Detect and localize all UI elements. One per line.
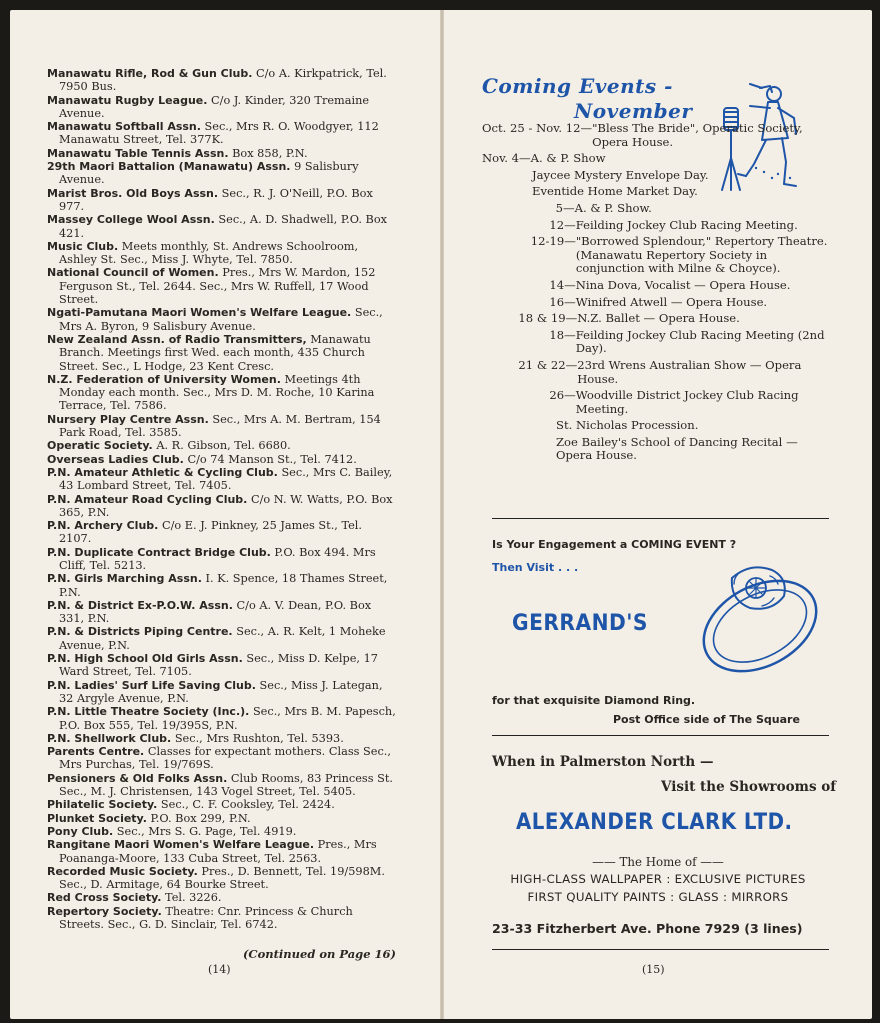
coming-events-title: Coming Events - [482,74,673,98]
directory-entry [47,599,397,626]
event-item [482,312,828,326]
directory-entry [47,652,397,679]
entry-details: Pres., Mrs W. Mardon, 152 Ferguson St., Tel. 2644. Sec., Mrs W. Ruffell, 17 Wood Street. [59,266,376,307]
directory-entry [47,67,397,94]
ring-location: Post Office side of The Square [613,713,800,726]
then-visit-text: Then Visit . . . [492,561,579,574]
directory-entry [47,147,397,160]
page-number-right: (15) [642,963,665,976]
event-date: 18 & 19— [518,311,578,326]
entry-details: Sec., Mrs A. M. Bertram, 154 Park Road, Tel. 3585. [59,412,381,440]
entry-name: Ngati-Pamutana Maori Women's Welfare League. [47,306,352,320]
event-item [482,296,828,310]
entry-name: New Zealand Assn. of Radio Transmitters, [47,332,307,346]
entry-details: 9 Salisbury Avenue. [59,160,359,187]
event-date: 14— [549,277,576,292]
entry-name: Nursery Play Centre Assn. [47,412,209,426]
entry-name: P.N. High School Old Girls Assn. [47,652,243,666]
event-item [482,152,828,166]
directory-entry [47,453,397,466]
directory-entry [47,732,397,745]
entry-details: C/o A. V. Dean, P.O. Box 331, P.N. [59,598,372,626]
entry-details: P.O. Box 494. Mrs Cliff, Tel. 5213. [59,545,376,572]
entry-name: Pony Club. [47,824,114,838]
event-text: Zoe Bailey's School of Dancing Recital — Opera House. [556,434,798,463]
directory-entry [47,413,397,440]
event-text: Feilding Jockey Club Racing Meeting. [575,217,798,232]
directory-entry [47,240,397,267]
entry-name: P.N. & Districts Piping Centre. [47,625,233,639]
event-date: 5— [555,200,575,215]
entry-name: Pensioners & Old Folks Assn. [47,771,228,785]
events-list [482,122,828,466]
clark-home-of: —— The Home of —— [592,855,724,869]
directory-entry [47,679,397,706]
entry-name: N.Z. Federation of University Women. [47,372,281,386]
event-date: 12-19— [530,234,576,249]
event-item [482,279,828,293]
entry-details: C/o A. Kirkpatrick, Tel. 7950 Bus. [59,67,387,94]
event-item [482,436,828,463]
club-directory [47,67,397,931]
event-date: Oct. 25 - Nov. 12— [482,121,593,135]
event-text: N.Z. Ballet — Opera House. [577,311,740,326]
entry-details: Manawatu Branch. Meetings first Wed. each month, 435 Church Street. Sec., L Hodge, 23 Kent Cresc. [59,332,371,373]
event-text: "Borrowed Splendour," Repertory Theatre. (Manawatu Repertory Society in conjunction with Milne & Choyce). [575,234,828,276]
ring-tagline: for that exquisite Diamond Ring. [492,694,696,707]
entry-name: Parents Centre. [47,745,145,759]
entry-name: Manawatu Table Tennis Assn. [47,146,229,160]
event-date: 16— [549,294,576,309]
entry-details: Meetings 4th Monday each month. Sec., Mrs D. M. Roche, 10 Karina Terrace, Tel. 7586. [59,372,375,413]
page-left [10,10,440,1019]
directory-entry [47,705,397,732]
entry-name: Rangitane Maori Women's Welfare League. [47,838,315,852]
event-text: Feilding Jockey Club Racing Meeting (2nd Day). [575,327,825,356]
entry-name: Massey College Wool Assn. [47,213,215,227]
entry-details: Pres., D. Bennett, Tel. 19/598M. Sec., D. Armitage, 64 Bourke Street. [59,864,385,892]
entry-name: P.N. Duplicate Contract Bridge Club. [47,545,271,559]
entry-name: P.N. Girls Marching Assn. [47,572,202,586]
entry-details: Sec., Mrs Rushton, Tel. 5393. [174,731,344,745]
entry-name: Manawatu Rifle, Rod & Gun Club. [47,67,253,80]
directory-entry [47,187,397,214]
event-item [482,389,828,416]
event-date: Nov. 4— [482,151,531,166]
event-item [482,202,828,216]
directory-entry [47,266,397,306]
entry-details: Sec., R. J. O'Neill, P.O. Box 977. [59,186,373,213]
entry-details: Club Rooms, 83 Princess St. Sec., M. J. Christensen, 143 Vogel Street, Tel. 5405. [59,771,393,799]
event-date: 26— [549,388,576,403]
entry-details: Sec., Mrs A. Byron, 9 Salisbury Avenue. [59,306,383,333]
entry-details: Sec., Mrs C. Bailey, 43 Lombard Street, Tel. 7405. [59,465,393,493]
directory-entry [47,745,397,772]
entry-details: Theatre: Cnr. Princess & Church Streets. Sec., G. D. Sinclair, Tel. 6742. [59,904,353,931]
entry-name: Overseas Ladies Club. [47,452,184,466]
event-item [482,329,828,356]
clark-brand: ALEXANDER CLARK LTD. [516,810,793,835]
entry-details: C/o J. Kinder, 320 Tremaine Avenue. [59,93,370,120]
event-text: A. & P. Show. [574,200,652,215]
entry-name: P.N. Shellwork Club. [47,731,172,745]
divider-rule [492,518,829,519]
entry-name: Manawatu Rugby League. [47,93,208,107]
engagement-headline: Is Your Engagement a COMING EVENT ? [492,538,737,551]
event-date: 21 & 22— [518,357,578,372]
divider-rule-2 [492,735,829,736]
entry-name: Recorded Music Society. [47,864,198,878]
entry-details: Sec., C. F. Cooksley, Tel. 2424. [160,798,335,812]
entry-name: P.N. Ladies' Surf Life Saving Club. [47,678,256,692]
event-text: St. Nicholas Procession. [556,418,699,433]
entry-details: Sec., Miss D. Kelpe, 17 Ward Street, Tel. 7105. [59,652,378,679]
entry-name: Operatic Society. [47,439,153,453]
entry-details: Sec., A. D. Shadwell, P.O. Box 421. [59,213,387,240]
directory-entry [47,572,397,599]
entry-details: Sec., A. R. Kelt, 1 Moheke Avenue, P.N. [59,625,386,652]
event-text: "Bless The Bride", Operatic Society, Opera House. [592,121,803,149]
event-item [482,219,828,233]
entry-details: Box 858, P.N. [232,146,308,160]
directory-entry [47,905,397,932]
entry-details: I. K. Spence, 18 Thames Street, P.N. [59,572,388,599]
page-number-left: (14) [208,963,231,976]
event-text: Jaycee Mystery Envelope Day. [532,167,709,182]
entry-name: P.N. Little Theatre Society (Inc.). [47,705,250,719]
entry-name: National Council of Women. [47,266,219,280]
entry-details: Sec., Mrs B. M. Papesch, P.O. Box 555, Tel. 19/395S, P.N. [59,705,396,732]
entry-name: Manawatu Softball Assn. [47,120,201,134]
directory-entry [47,439,397,452]
event-item [482,419,828,433]
divider-rule-3 [492,949,829,950]
entry-details: C/o E. J. Pinkney, 25 James St., Tel. 2107. [59,519,363,546]
entry-name: P.N. & District Ex-P.O.W. Assn. [47,598,233,612]
entry-details: Classes for expectant mothers. Class Sec., Mrs Purchas, Tel. 19/769S. [59,745,391,772]
directory-entry [47,546,397,573]
directory-entry [47,213,397,240]
event-item [482,122,828,149]
entry-name: P.N. Amateur Athletic & Cycling Club. [47,465,278,479]
entry-name: Red Cross Society. [47,891,162,905]
directory-entry [47,493,397,520]
event-text: Nina Dova, Vocalist — Opera House. [575,277,791,292]
event-text: A. & P. Show [530,151,606,166]
entry-details: C/o 74 Manson St., Tel. 7412. [187,452,357,466]
event-date: 18— [549,327,576,342]
directory-entry [47,306,397,333]
event-item [482,169,828,183]
entry-details: P.O. Box 299, P.N. [150,811,251,825]
directory-entry [47,891,397,904]
entry-name: Music Club. [47,239,119,253]
directory-entry [47,466,397,493]
directory-entry [47,333,397,373]
directory-entry [47,772,397,799]
directory-entry [47,625,397,652]
entry-details: Pres., Mrs Poananga-Moore, 133 Cuba Street, Tel. 2563. [59,838,377,865]
entry-name: Marist Bros. Old Boys Assn. [47,186,219,200]
event-item [482,185,828,199]
booklet-spread [10,10,872,1019]
event-date: 12— [549,217,576,232]
coming-events-month: November [574,99,693,123]
gerrands-brand: GERRAND'S [512,611,648,636]
entry-details: Meets monthly, St. Andrews Schoolroom, Ashley St. Sec., Miss J. Whyte, Tel. 7850. [59,239,359,267]
page-right [444,10,872,1019]
entry-name: P.N. Archery Club. [47,519,159,533]
directory-entry [47,838,397,865]
clark-line1: When in Palmerston North — [492,754,714,770]
event-text: Eventide Home Market Day. [532,184,698,199]
continued-note: (Continued on Page 16) [242,947,396,961]
directory-entry [47,373,397,413]
entry-name: 29th Maori Battalion (Manawatu) Assn. [47,160,291,174]
entry-name: Repertory Society. [47,904,162,918]
entry-details: A. R. Gibson, Tel. 6680. [156,439,291,453]
event-text: 23rd Wrens Australian Show — Opera House. [577,357,802,386]
entry-details: Sec., Mrs R. O. Woodgyer, 112 Manawatu Street, Tel. 377K. [59,120,379,147]
directory-entry [47,519,397,546]
entry-details: Sec., Miss J. Lategan, 32 Argyle Avenue, P.N. [59,678,383,705]
event-item [482,235,828,276]
directory-entry [47,160,397,187]
entry-name: Plunket Society. [47,811,147,825]
entry-name: P.N. Amateur Road Cycling Club. [47,492,248,506]
directory-entry [47,865,397,892]
entry-details: C/o N. W. Watts, P.O. Box 365, P.N. [59,492,393,519]
clark-line3: HIGH-CLASS WALLPAPER : EXCLUSIVE PICTURES [510,872,806,886]
entry-details: Tel. 3226. [165,891,222,905]
event-text: Woodville District Jockey Club Racing Meeting. [575,388,799,416]
event-item [482,359,828,386]
directory-entry [47,120,397,147]
entry-name: Philatelic Society. [47,798,158,812]
clark-line4: FIRST QUALITY PAINTS : GLASS : MIRRORS [527,890,789,904]
directory-entry [47,798,397,811]
event-text: Winifred Atwell — Opera House. [575,294,768,309]
directory-entry [47,812,397,825]
entry-details: Sec., Mrs S. G. Page, Tel. 4919. [116,824,297,838]
clark-address: 23-33 Fitzherbert Ave. Phone 7929 (3 lines) [492,921,803,936]
clark-line2: Visit the Showrooms of [661,779,837,795]
directory-entry [47,825,397,838]
directory-entry [47,94,397,121]
diamond-ring-illustration [692,548,827,680]
